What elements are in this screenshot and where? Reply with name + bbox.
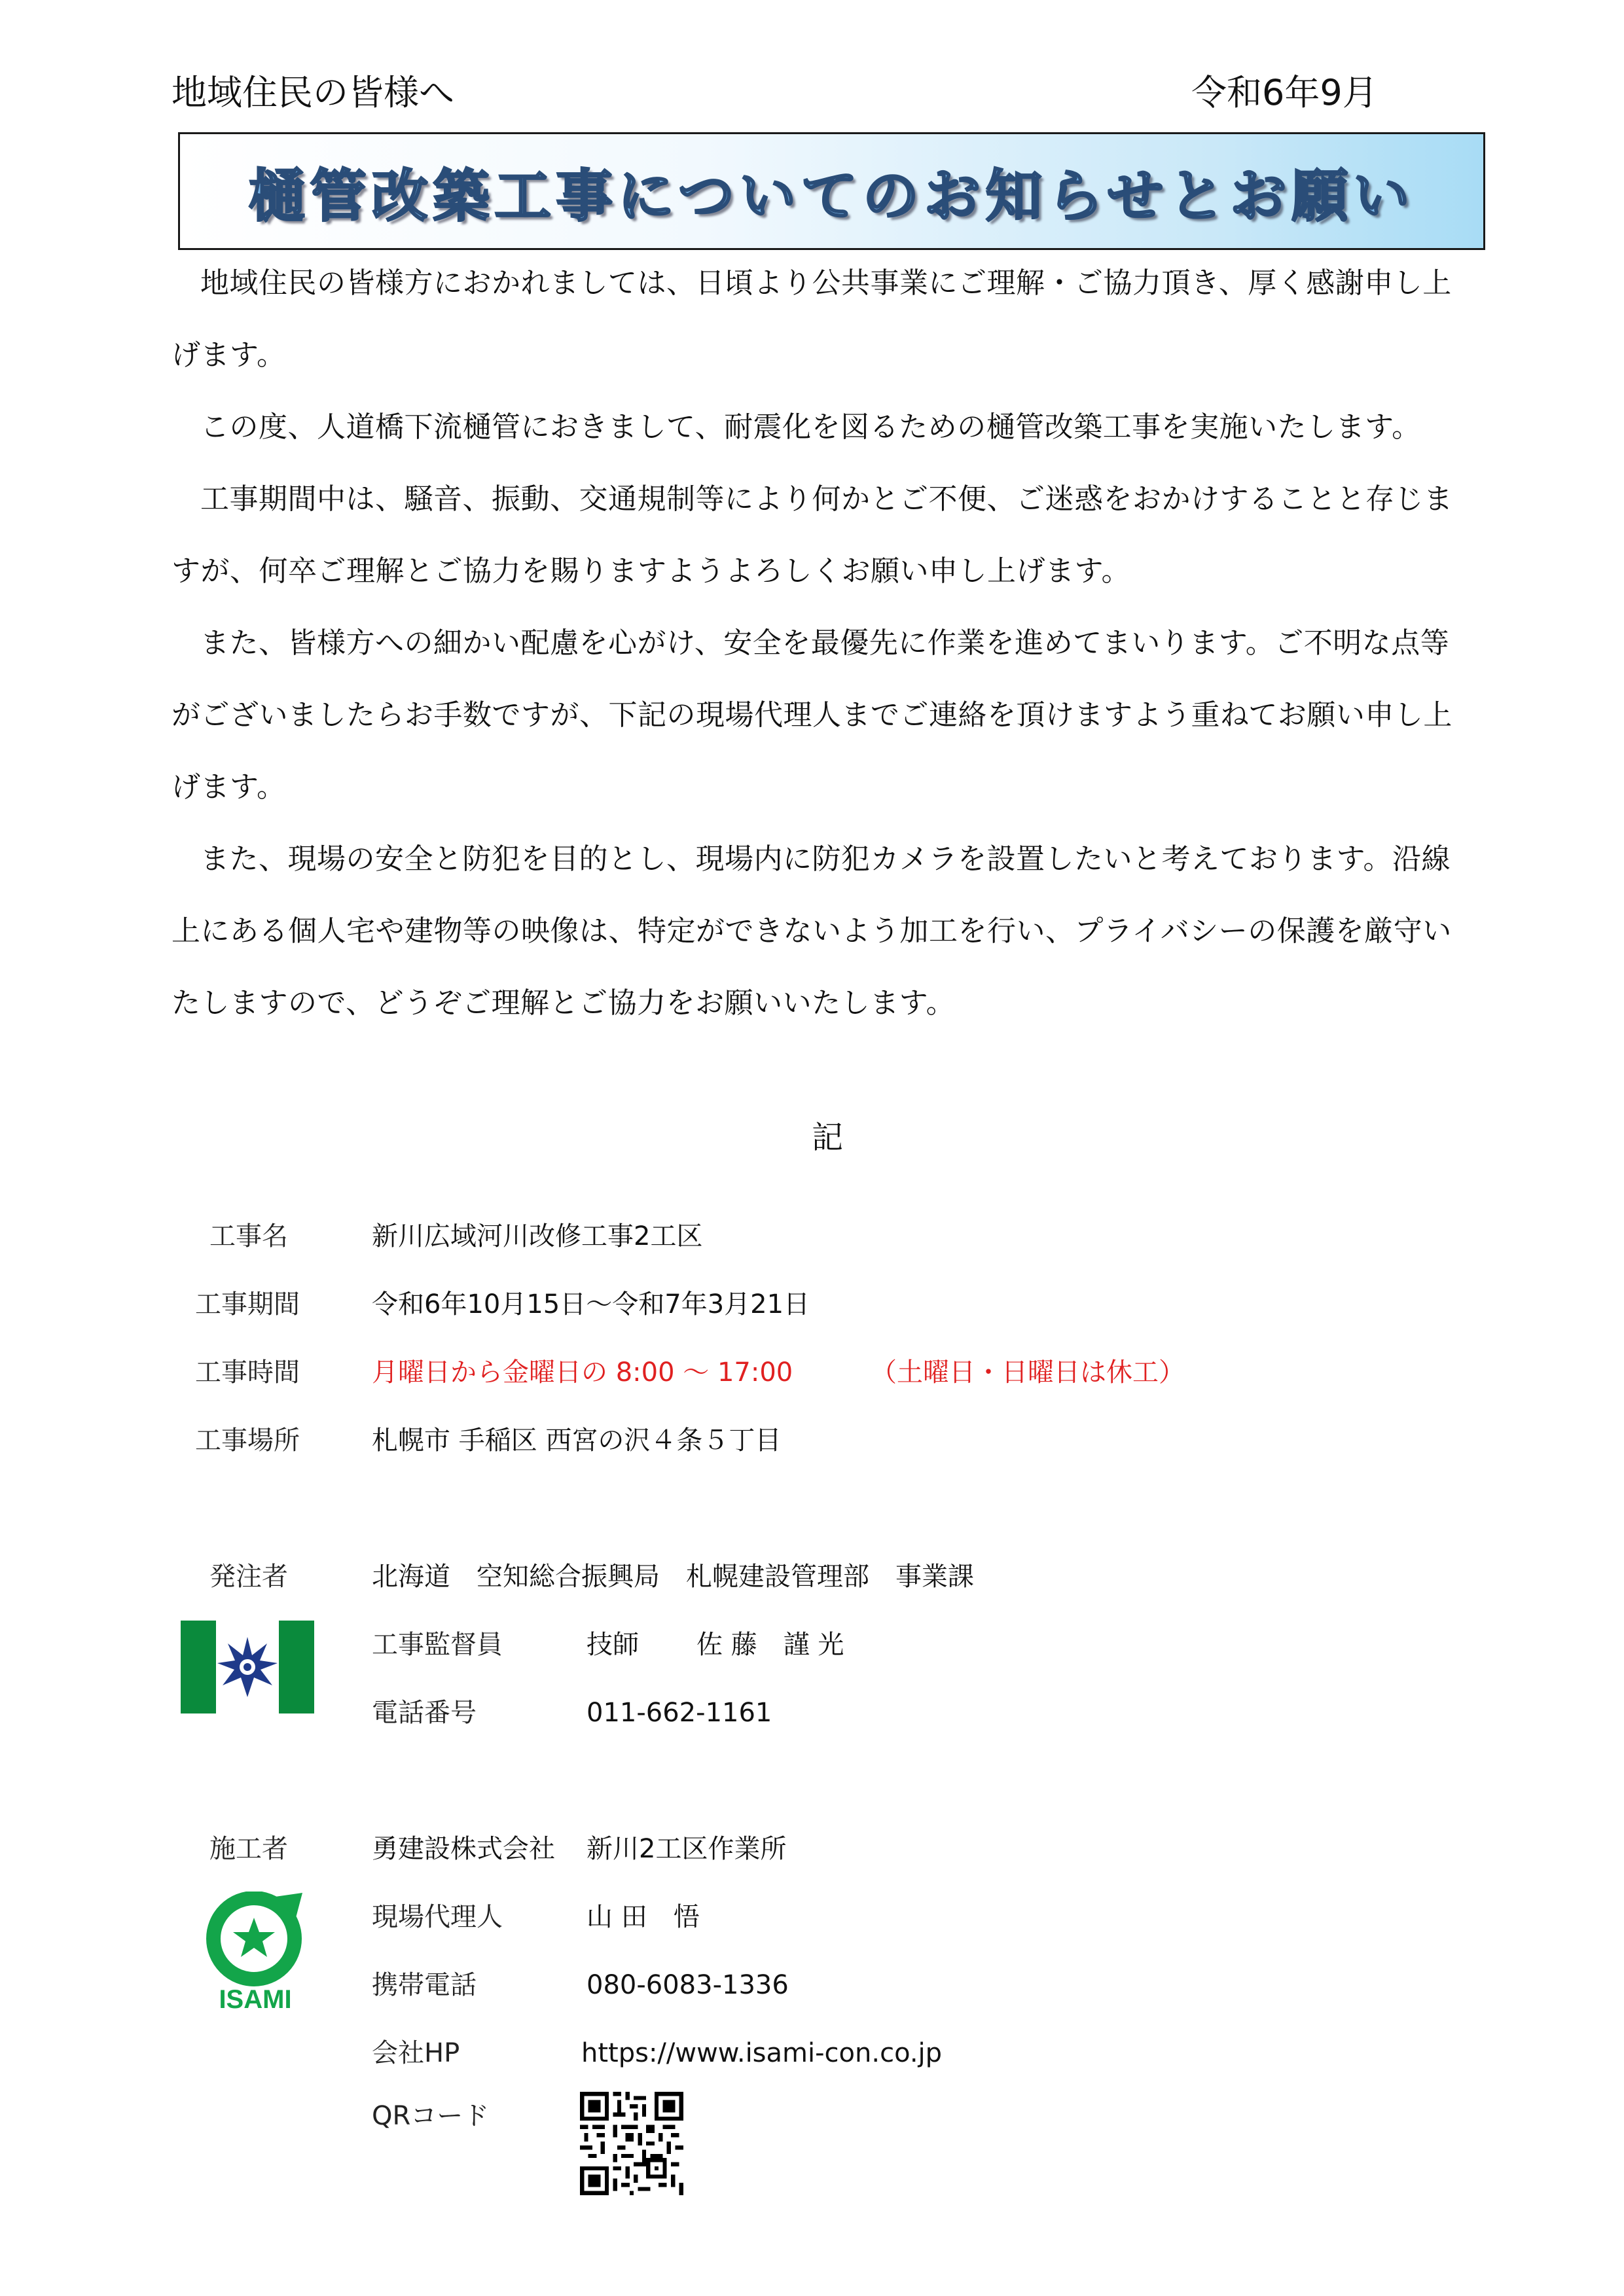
paragraph-4: また、皆様方への細かい配慮を心がけ、安全を最優先に作業を進めてまいります。ご不明な点等がございましたらお手数ですが、下記の現場代理人までご連絡を頂けますよう重ねてお願い申し上げます。: [171, 626, 1453, 804]
supervisor-title: 技師: [586, 1630, 639, 1660]
site-agent-label: 現場代理人: [372, 1902, 503, 1932]
isami-logo-icon: [198, 1892, 313, 2013]
qr-code-label: QRコード: [372, 2101, 490, 2131]
paragraph-5: また、現場の安全と防犯を目的とし、現場内に防犯カメラを設置したいと考えております。沿線上にある個人宅や建物等の映像は、特定ができないよう加工を行い、プライバシーの保護を厳守いたしますので、どうぞご理解とご協力をお願いいたします。: [171, 842, 1452, 1020]
contractor-label: 施工者: [209, 1834, 288, 1864]
paragraph-3: 工事期間中は、騒音、振動、交通規制等により何かとご不便、ご迷惑をおかけすることと存じますが、何卒ご理解とご協力を賜りますようよろしくお願い申し上げます。: [171, 482, 1453, 588]
construction-name-label: 工事名: [209, 1221, 288, 1251]
supervisor-label: 工事監督員: [372, 1630, 503, 1660]
page-title: 樋管改築工事についてのお知らせとお願い: [248, 164, 1415, 229]
issue-date: 令和6年9月: [1191, 72, 1378, 113]
construction-name-value: 新川広域河川改修工事2工区: [372, 1221, 703, 1251]
company-hp-label: 会社HP: [372, 2038, 460, 2068]
ki-heading: 記: [812, 1119, 844, 1156]
supervisor-name: 佐 藤 謹 光: [696, 1630, 844, 1660]
title-banner: [178, 132, 1485, 250]
company-hp-link[interactable]: https://www.isami-con.co.jp: [581, 2038, 943, 2068]
qr-code-icon[interactable]: [580, 2092, 683, 2195]
construction-place-value: 札幌市 手稲区 西宮の沢４条５丁目: [372, 1426, 782, 1456]
mobile-label: 携帯電話: [372, 1970, 477, 2000]
construction-hours-value: 月曜日から金曜日の 8:00 ～ 17:00: [372, 1357, 793, 1388]
paragraph-2: この度、人道橋下流樋管におきまして、耐震化を図るための樋管改築工事を実施いたします。: [200, 410, 1421, 444]
construction-place-label: 工事場所: [195, 1426, 300, 1456]
orderer-phone-label: 電話番号: [372, 1698, 477, 1728]
notice-body: [171, 247, 1475, 1039]
contractor-company: 勇建設株式会社: [372, 1834, 555, 1864]
hokkaido-emblem-icon: [181, 1621, 314, 1713]
orderer-label: 発注者: [209, 1562, 288, 1592]
contractor-office: 新川2工区作業所: [586, 1834, 787, 1864]
orderer-organization: 北海道 空知総合振興局 札幌建設管理部 事業課: [372, 1562, 974, 1592]
paragraph-1: 地域住民の皆様方におかれましては、日頃より公共事業にご理解・ご協力頂き、厚く感謝申し上げます。: [171, 266, 1452, 372]
mobile-number: 080-6083-1336: [586, 1970, 789, 2000]
construction-period-label: 工事期間: [195, 1289, 300, 1319]
site-agent-name: 山 田 悟: [586, 1902, 700, 1932]
orderer-phone: 011-662-1161: [586, 1698, 772, 1728]
isami-logo-text: ISAMI: [219, 1985, 292, 2013]
addressee: 地域住民の皆様へ: [171, 72, 454, 113]
construction-period-value: 令和6年10月15日～令和7年3月21日: [372, 1289, 810, 1319]
construction-hours-label: 工事時間: [195, 1357, 300, 1388]
construction-hours-note: （土曜日・日曜日は休工）: [871, 1357, 1185, 1388]
